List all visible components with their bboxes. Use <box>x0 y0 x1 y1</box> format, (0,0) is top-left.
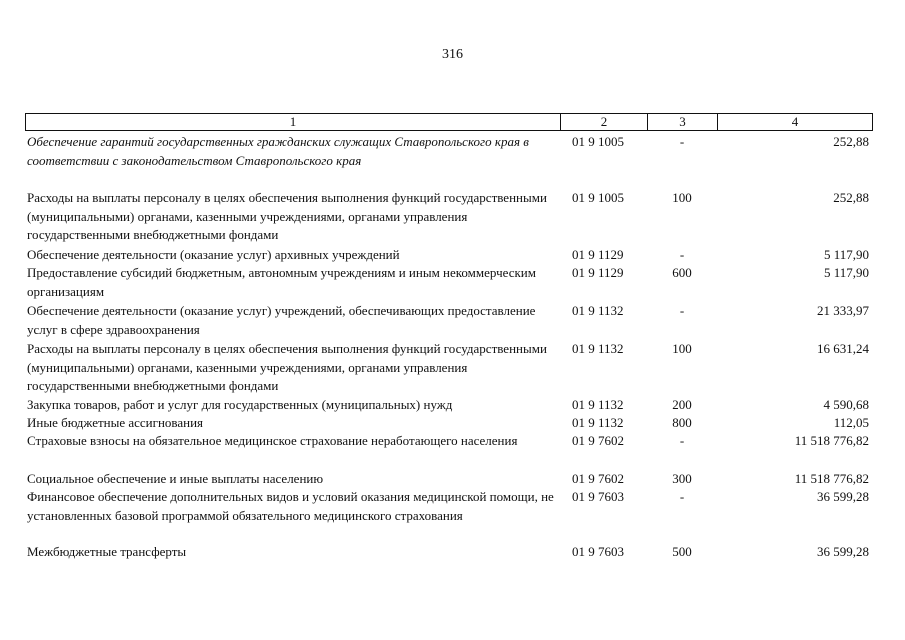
row-amount: 112,05 <box>833 415 869 430</box>
row-type: - <box>679 433 685 448</box>
row-name: Расходы на выплаты персоналу в целях обеспечения выполнения функций государственными (муниципальными) органами, казенными учреждениями, органами управления государственными внебюджетными фондами <box>27 190 547 242</box>
row-name: Обеспечение гарантий государственных гражданских служащих Ставропольского края в соответствии с законодательством Ставропольского края <box>27 134 529 168</box>
column-header-3: 3 <box>648 114 718 130</box>
row-name: Страховые взносы на обязательное медицинское страхование неработающего населения <box>27 433 518 448</box>
row-name: Предоставление субсидий бюджетным, автономным учреждениям и иным некоммерческим организациям <box>27 265 536 299</box>
row-type: - <box>679 134 685 149</box>
row-code: 01 9 7602 <box>572 433 624 448</box>
row-name: Финансовое обеспечение дополнительных видов и условий оказания медицинской помощи, не установленных базовой программой обязательного медицинского страхования <box>27 489 554 523</box>
row-type: 200 <box>672 397 692 412</box>
row-amount: 11 518 776,82 <box>794 433 869 448</box>
row-type: - <box>679 303 685 318</box>
row-code: 01 9 7603 <box>572 489 624 504</box>
table-header-row <box>25 113 873 131</box>
row-name: Обеспечение деятельности (оказание услуг) учреждений, обеспечивающих предоставление услуг в сфере здравоохранения <box>27 303 536 337</box>
row-code: 01 9 1132 <box>572 415 624 430</box>
row-code: 01 9 1005 <box>572 134 624 149</box>
row-type: 800 <box>672 415 692 430</box>
column-header-1: 1 <box>26 114 561 130</box>
row-code: 01 9 1129 <box>572 265 624 280</box>
row-amount: 36 599,28 <box>817 489 869 504</box>
row-name: Закупка товаров, работ и услуг для государственных (муниципальных) нужд <box>27 397 453 412</box>
row-name: Межбюджетные трансферты <box>27 544 187 559</box>
row-amount: 11 518 776,82 <box>794 471 869 486</box>
row-name: Социальное обеспечение и иные выплаты населению <box>27 471 324 486</box>
row-name: Обеспечение деятельности (оказание услуг) архивных учреждений <box>27 247 400 262</box>
row-type: 100 <box>672 341 692 356</box>
row-amount: 4 590,68 <box>823 397 869 412</box>
row-code: 01 9 1132 <box>572 397 624 412</box>
row-name: Расходы на выплаты персоналу в целях обеспечения выполнения функций государственными (муниципальными) органами, казенными учреждениями, органами управления государственными внебюджетными фондами <box>27 341 547 393</box>
row-amount: 252,88 <box>833 190 869 205</box>
row-amount: 5 117,90 <box>823 265 869 280</box>
page-number: 316 <box>442 47 463 62</box>
row-type: 600 <box>672 265 692 280</box>
row-amount: 5 117,90 <box>823 247 869 262</box>
column-header-4: 4 <box>791 114 799 129</box>
row-type: 500 <box>672 544 692 559</box>
row-name: Иные бюджетные ассигнования <box>27 415 204 430</box>
row-code: 01 9 1132 <box>572 341 624 356</box>
row-amount: 36 599,28 <box>817 544 869 559</box>
row-type: 100 <box>672 190 692 205</box>
row-code: 01 9 1132 <box>572 303 624 318</box>
row-amount: 21 333,97 <box>817 303 869 318</box>
row-type: - <box>679 489 685 504</box>
row-type: - <box>679 247 685 262</box>
row-code: 01 9 7603 <box>572 544 624 559</box>
row-code: 01 9 1005 <box>572 190 624 205</box>
column-header-2: 2 <box>561 114 648 130</box>
row-code: 01 9 7602 <box>572 471 624 486</box>
row-amount: 252,88 <box>833 134 869 149</box>
row-code: 01 9 1129 <box>572 247 624 262</box>
row-amount: 16 631,24 <box>817 341 869 356</box>
row-type: 300 <box>672 471 692 486</box>
